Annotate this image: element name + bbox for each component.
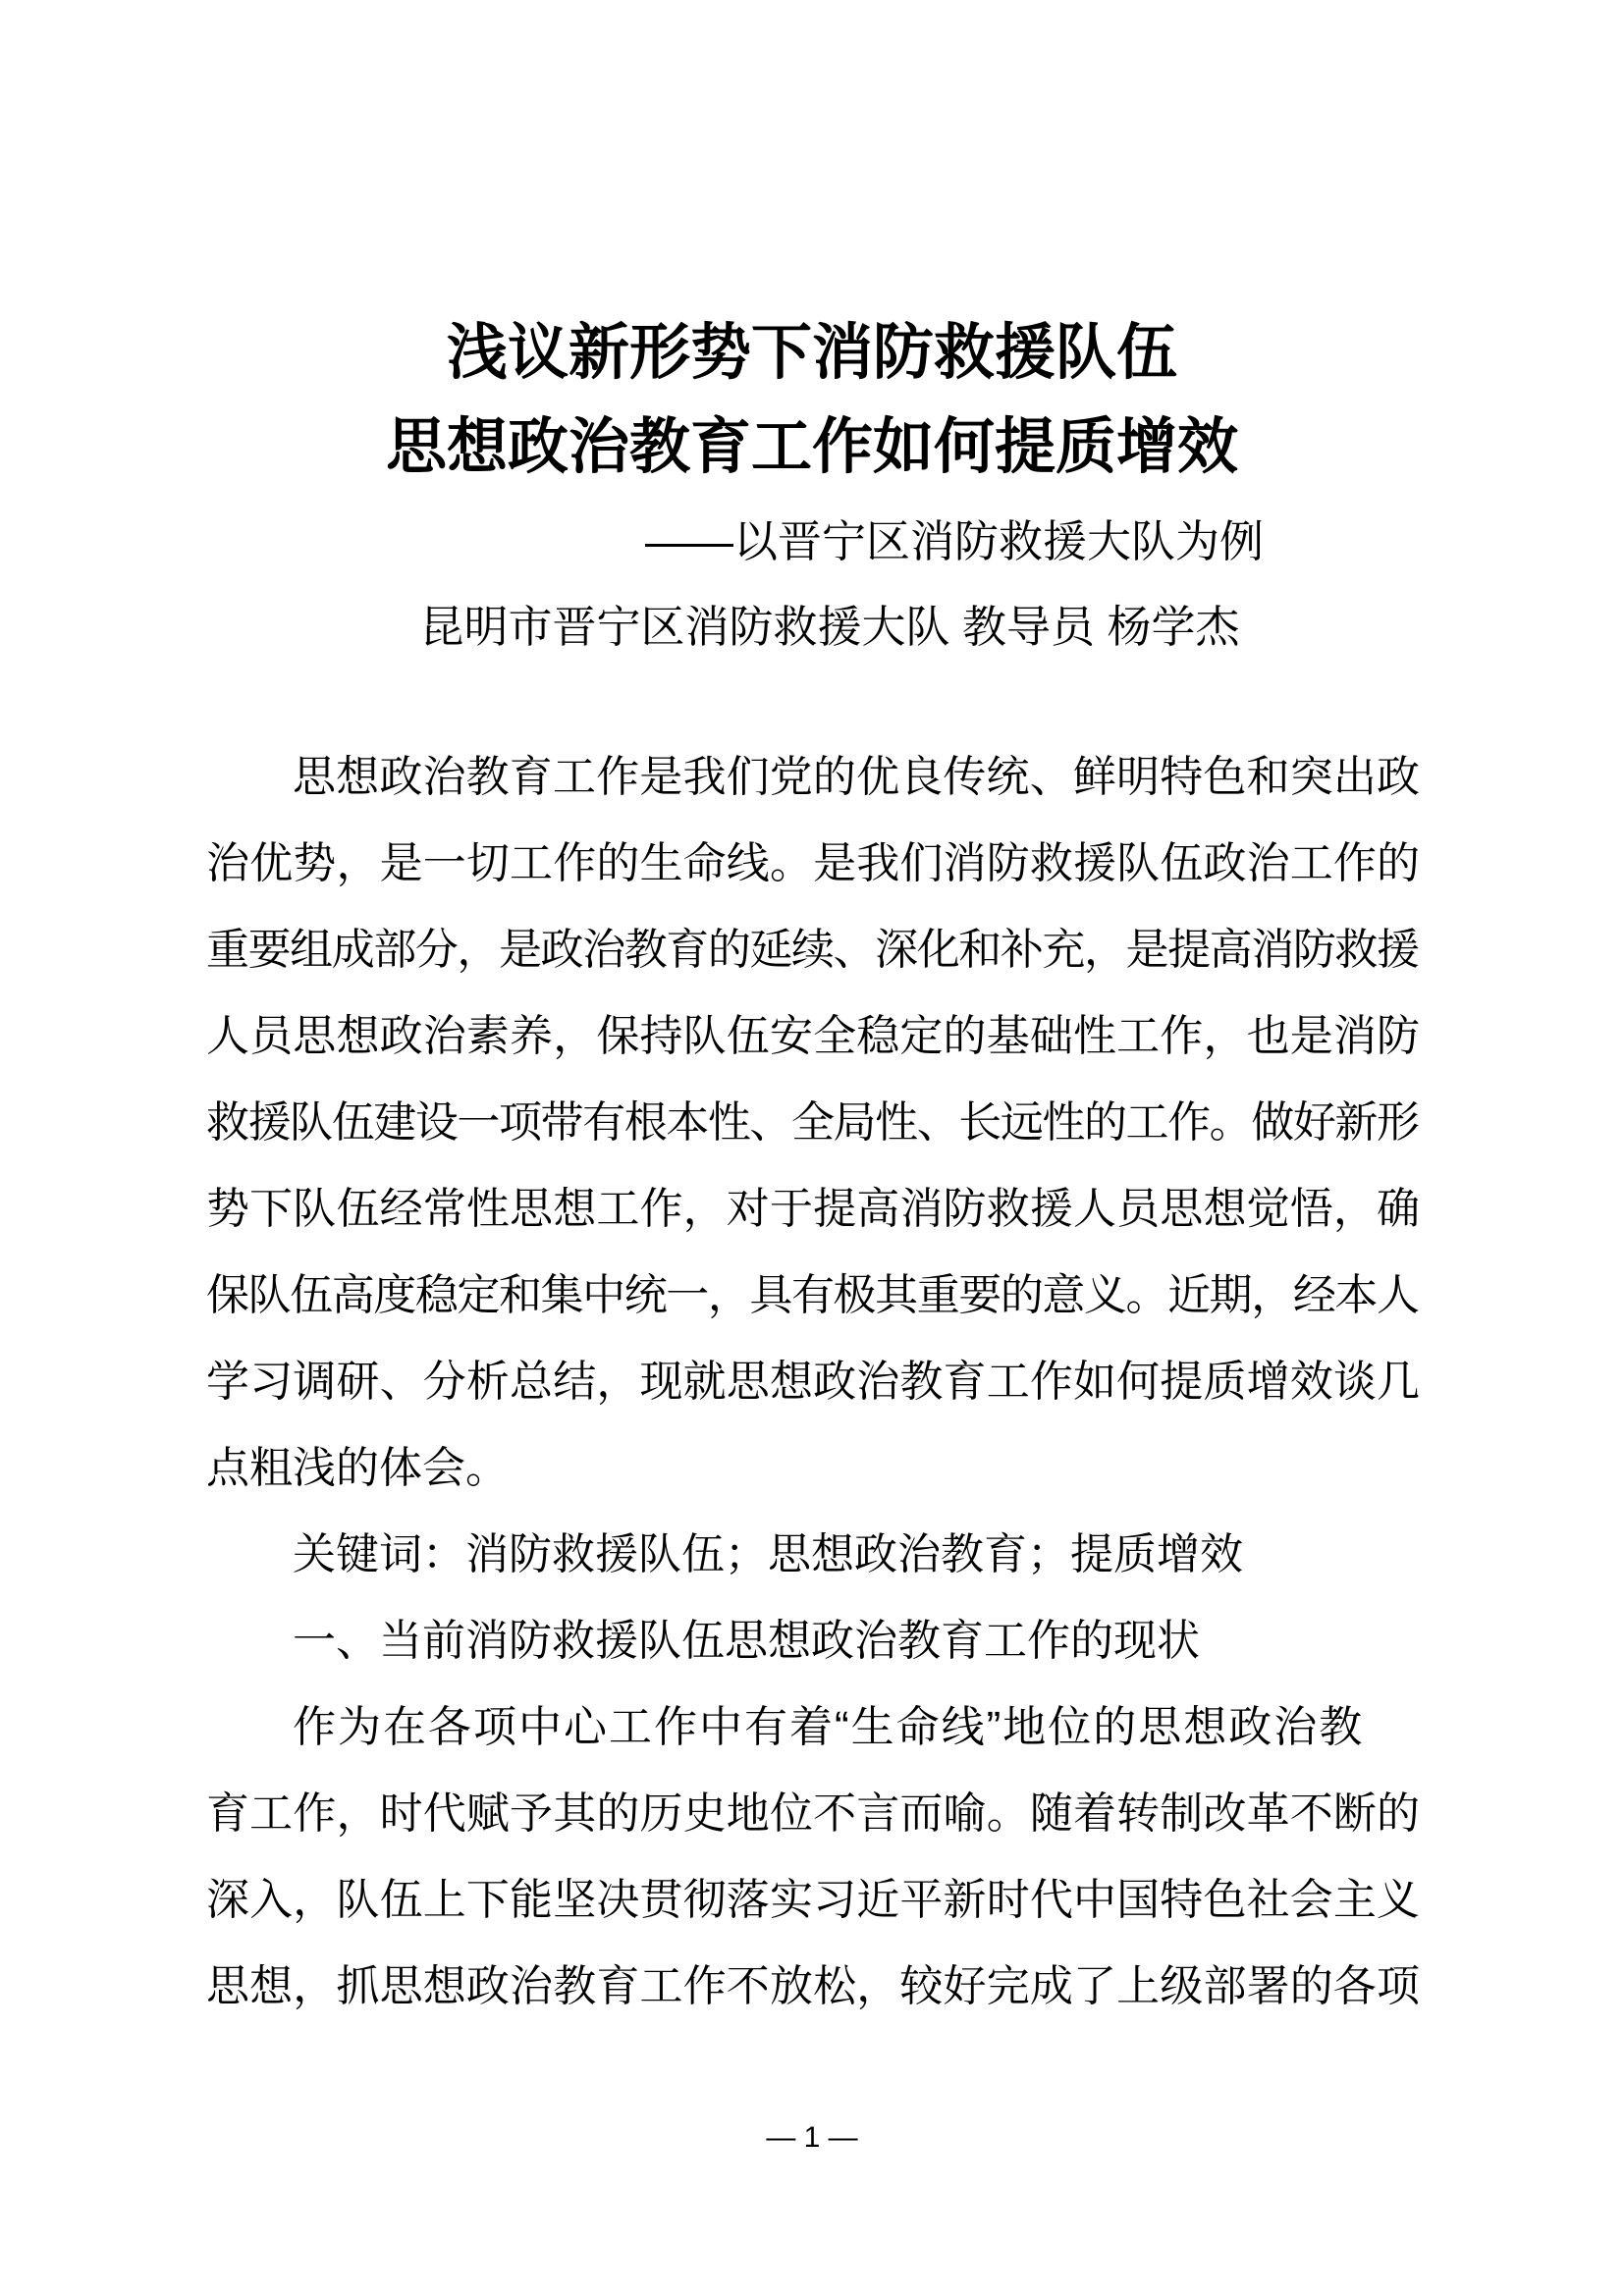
body-line: 思想，抓思想政治教育工作不放松，较好完成了上级部署的各项 [206, 1962, 1421, 2010]
body-line: 作为在各项中心工作中有着“生命线”地位的思想政治教 [293, 1703, 1365, 1751]
document-body [206, 734, 1420, 2030]
body-line: 一、当前消防救援队伍思想政治教育工作的现状 [293, 1617, 1200, 1665]
body-line: 势下队伍经常性思想工作，对于提高消防救援人员思想觉悟，确 [206, 1185, 1421, 1233]
body-line: 人员思想政治素养，保持队伍安全稳定的基础性工作，也是消防 [206, 1012, 1421, 1060]
body-line: 重要组成部分，是政治教育的延续、深化和补充，是提高消防救援 [206, 926, 1419, 974]
body-line: 育工作，时代赋予其的历史地位不言而喻。随着转制改革不断的 [206, 1789, 1421, 1838]
body-line: 治优势，是一切工作的生命线。是我们消防救援队伍政治工作的 [206, 839, 1421, 887]
body-line: 思想政治教育工作是我们党的优良传统、鲜明特色和突出政 [293, 753, 1421, 801]
page-number: — 1 — [766, 2121, 858, 2154]
document-subtitle: ——以晋宁区消防救援大队为例 [645, 516, 1265, 566]
body-line: 救援队伍建设一项带有根本性、全局性、长远性的工作。做好新形 [206, 1098, 1419, 1147]
document-title [0, 306, 1624, 495]
document-title-line-2: 思想政治教育工作如何提质增效 [385, 413, 1238, 481]
body-line: 关键词：消防救援队伍；思想政治教育；提质增效 [293, 1530, 1243, 1578]
body-line: 学习调研、分析总结，现就思想政治教育工作如何提质增效谈几 [206, 1358, 1421, 1406]
body-line: 保队伍高度稳定和集中统一，具有极其重要的意义。近期，经本人 [206, 1271, 1419, 1319]
body-line: 深入，队伍上下能坚决贯彻落实习近平新时代中国特色社会主义 [206, 1876, 1421, 1924]
document-title-line-1: 浅议新形势下消防救援队伍 [446, 319, 1177, 387]
author-line: 昆明市晋宁区消防救援大队 教导员 杨学杰 [419, 602, 1240, 652]
body-line: 点粗浅的体会。 [206, 1444, 509, 1492]
